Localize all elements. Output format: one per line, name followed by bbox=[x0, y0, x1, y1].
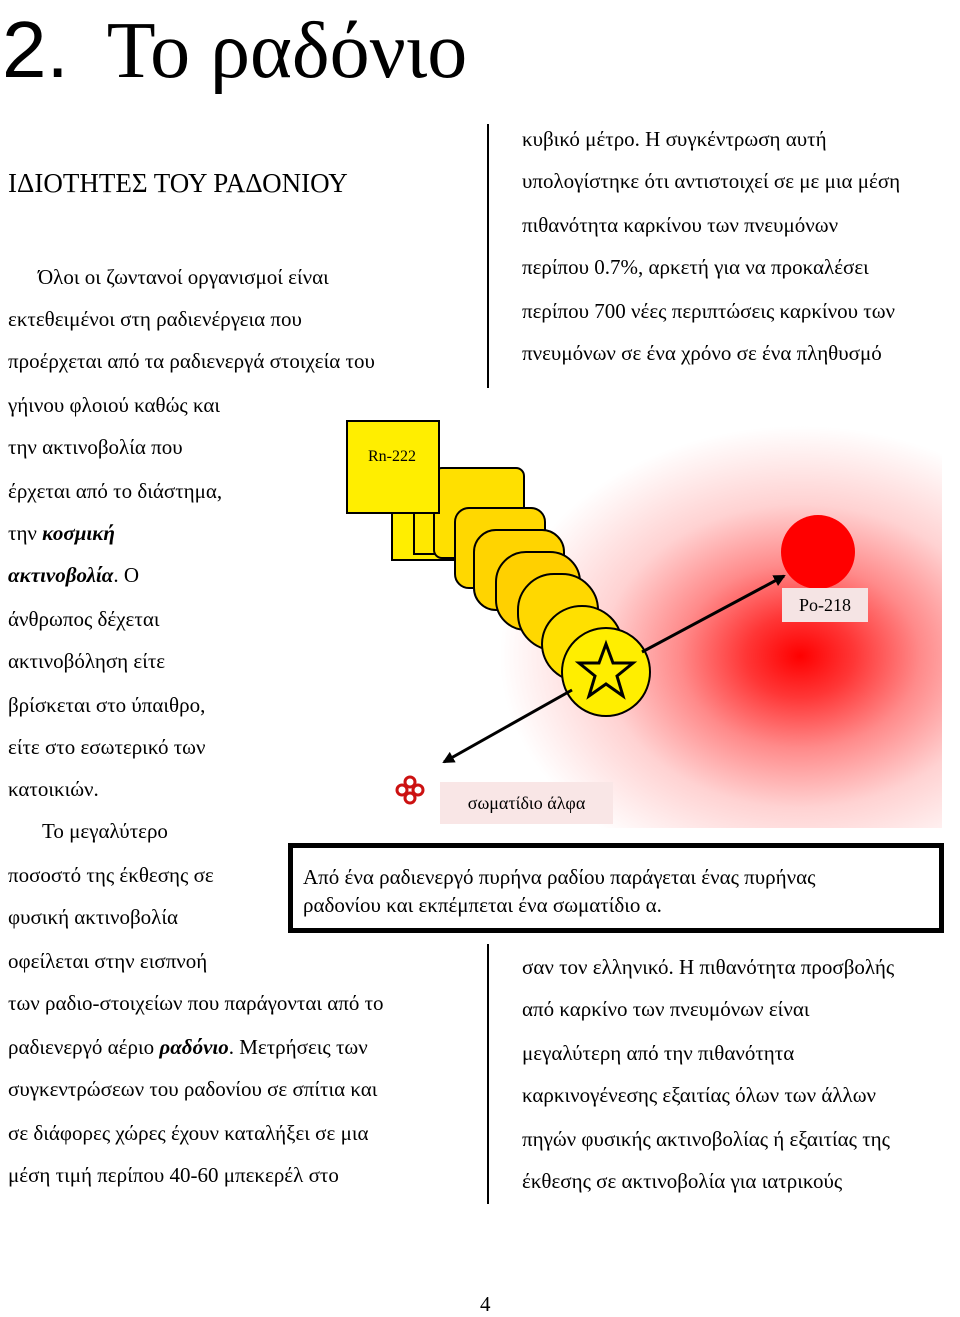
radiation-term: ακτινοβολία bbox=[8, 563, 114, 587]
left-line-8 bbox=[8, 562, 139, 588]
left-line-15: ποσοστό της έκθεσης σε bbox=[8, 863, 214, 887]
left-line-6: έρχεται από το διάστημα, bbox=[8, 479, 223, 503]
left-line-22: μέση τιμή περίπου 40-60 μπεκερέλ στο bbox=[8, 1163, 339, 1187]
right-top-line-3: πιθανότητα καρκίνου των πνευμόνων bbox=[522, 213, 839, 237]
alpha-particle-label: σωματίδιο άλφα bbox=[440, 782, 613, 824]
left-line-18: των ραδιο-στοιχείων που παράγονται από το bbox=[8, 991, 384, 1015]
caption-line-2: ραδονίου και εκπέμπεται ένα σωματίδιο α. bbox=[303, 893, 662, 917]
right-bottom-line-3: μεγαλύτερη από την πιθανότητα bbox=[522, 1041, 795, 1065]
left-line-19-rest: . Μετρήσεις των bbox=[228, 1035, 368, 1059]
right-bottom-line-6: έκθεσης σε ακτινοβολία για ιατρικούς bbox=[522, 1169, 843, 1193]
section-heading: ΙΔΙΟΤΗΤΕΣ ΤΟΥ ΡΑΔΟΝΙΟΥ bbox=[8, 168, 348, 198]
right-top-line-5: περίπου 700 νέες περιπτώσεις καρκίνου των bbox=[522, 299, 896, 323]
right-bottom-line-5: πηγών φυσικής ακτινοβολίας ή εξαιτίας της bbox=[522, 1127, 890, 1151]
figure-caption bbox=[288, 843, 944, 933]
alpha-particle-icon bbox=[397, 777, 423, 803]
left-line-5: την ακτινοβολία που bbox=[8, 435, 183, 459]
left-line-4: γήινου φλοιού καθώς και bbox=[8, 393, 221, 417]
left-line-17: οφείλεται στην εισπνοή bbox=[8, 949, 208, 973]
left-line-11: βρίσκεται στο ύπαιθρο, bbox=[8, 693, 206, 717]
left-line-20: συγκεντρώσεων του ραδονίου σε σπίτια και bbox=[8, 1077, 378, 1101]
left-line-13: κατοικιών. bbox=[8, 777, 99, 801]
po-nucleus bbox=[781, 515, 855, 589]
left-line-3: προέρχεται από τα ραδιενεργά στοιχεία του bbox=[8, 349, 375, 373]
right-top-line-6: πνευμόνων σε ένα χρόνο σε ένα πληθυσμό bbox=[522, 341, 882, 365]
left-line-9: άνθρωπος δέχεται bbox=[8, 607, 160, 631]
right-top-line-4: περίπου 0.7%, αρκετή για να προκαλέσει bbox=[522, 255, 869, 279]
left-line-14: Το μεγαλύτερο bbox=[42, 819, 168, 843]
po-218-label: Po-218 bbox=[782, 588, 868, 622]
right-bottom-line-4: καρκινογένεσης εξαιτίας όλων των άλλων bbox=[522, 1083, 877, 1107]
right-bottom-line-1: σαν τον ελληνικό. Η πιθανότητα προσβολής bbox=[522, 955, 895, 979]
rn-222-card bbox=[346, 420, 440, 514]
left-line-19-prefix: ραδιενεργό αέριο bbox=[8, 1035, 160, 1059]
left-line-2: εκτεθειμένοι στη ραδιενέργεια που bbox=[8, 307, 302, 331]
title-number: 2. bbox=[2, 5, 69, 94]
left-line-7-prefix: την bbox=[8, 521, 43, 545]
right-top-line-1: κυβικό μέτρο. Η συγκέντρωση αυτή bbox=[522, 127, 827, 151]
left-line-1: Όλοι οι ζωντανοί οργανισμοί είναι bbox=[38, 265, 329, 289]
right-bottom-line-2: από καρκίνο των πνευμόνων είναι bbox=[522, 997, 810, 1021]
arrow-to-alpha bbox=[444, 690, 572, 762]
radon-term: ραδόνιο bbox=[159, 1035, 229, 1059]
cosmic-term: κοσμική bbox=[42, 521, 115, 545]
left-line-7 bbox=[8, 520, 115, 546]
left-line-10: ακτινοβόληση είτε bbox=[8, 649, 166, 673]
right-top-line-2: υπολογίστηκε ότι αντιστοιχεί σε με μια μέση bbox=[522, 169, 901, 193]
left-line-12: είτε στο εσωτερικό των bbox=[8, 735, 206, 759]
rn-222-label: Rn-222 bbox=[368, 448, 416, 465]
title-text: Το ραδόνιο bbox=[106, 7, 468, 95]
left-line-19 bbox=[8, 1034, 368, 1060]
arrow-to-po bbox=[642, 576, 784, 652]
left-line-8-rest: . Ο bbox=[113, 563, 140, 587]
left-line-21: σε διάφορες χώρες έχουν καταλήξει σε μια bbox=[8, 1121, 369, 1145]
caption-line-1: Από ένα ραδιενεργό πυρήνα ραδίου παράγεται ένας πυρήνας bbox=[303, 865, 816, 889]
page-number: 4 bbox=[480, 1292, 491, 1316]
left-line-16: φυσική ακτινοβολία bbox=[8, 905, 178, 929]
